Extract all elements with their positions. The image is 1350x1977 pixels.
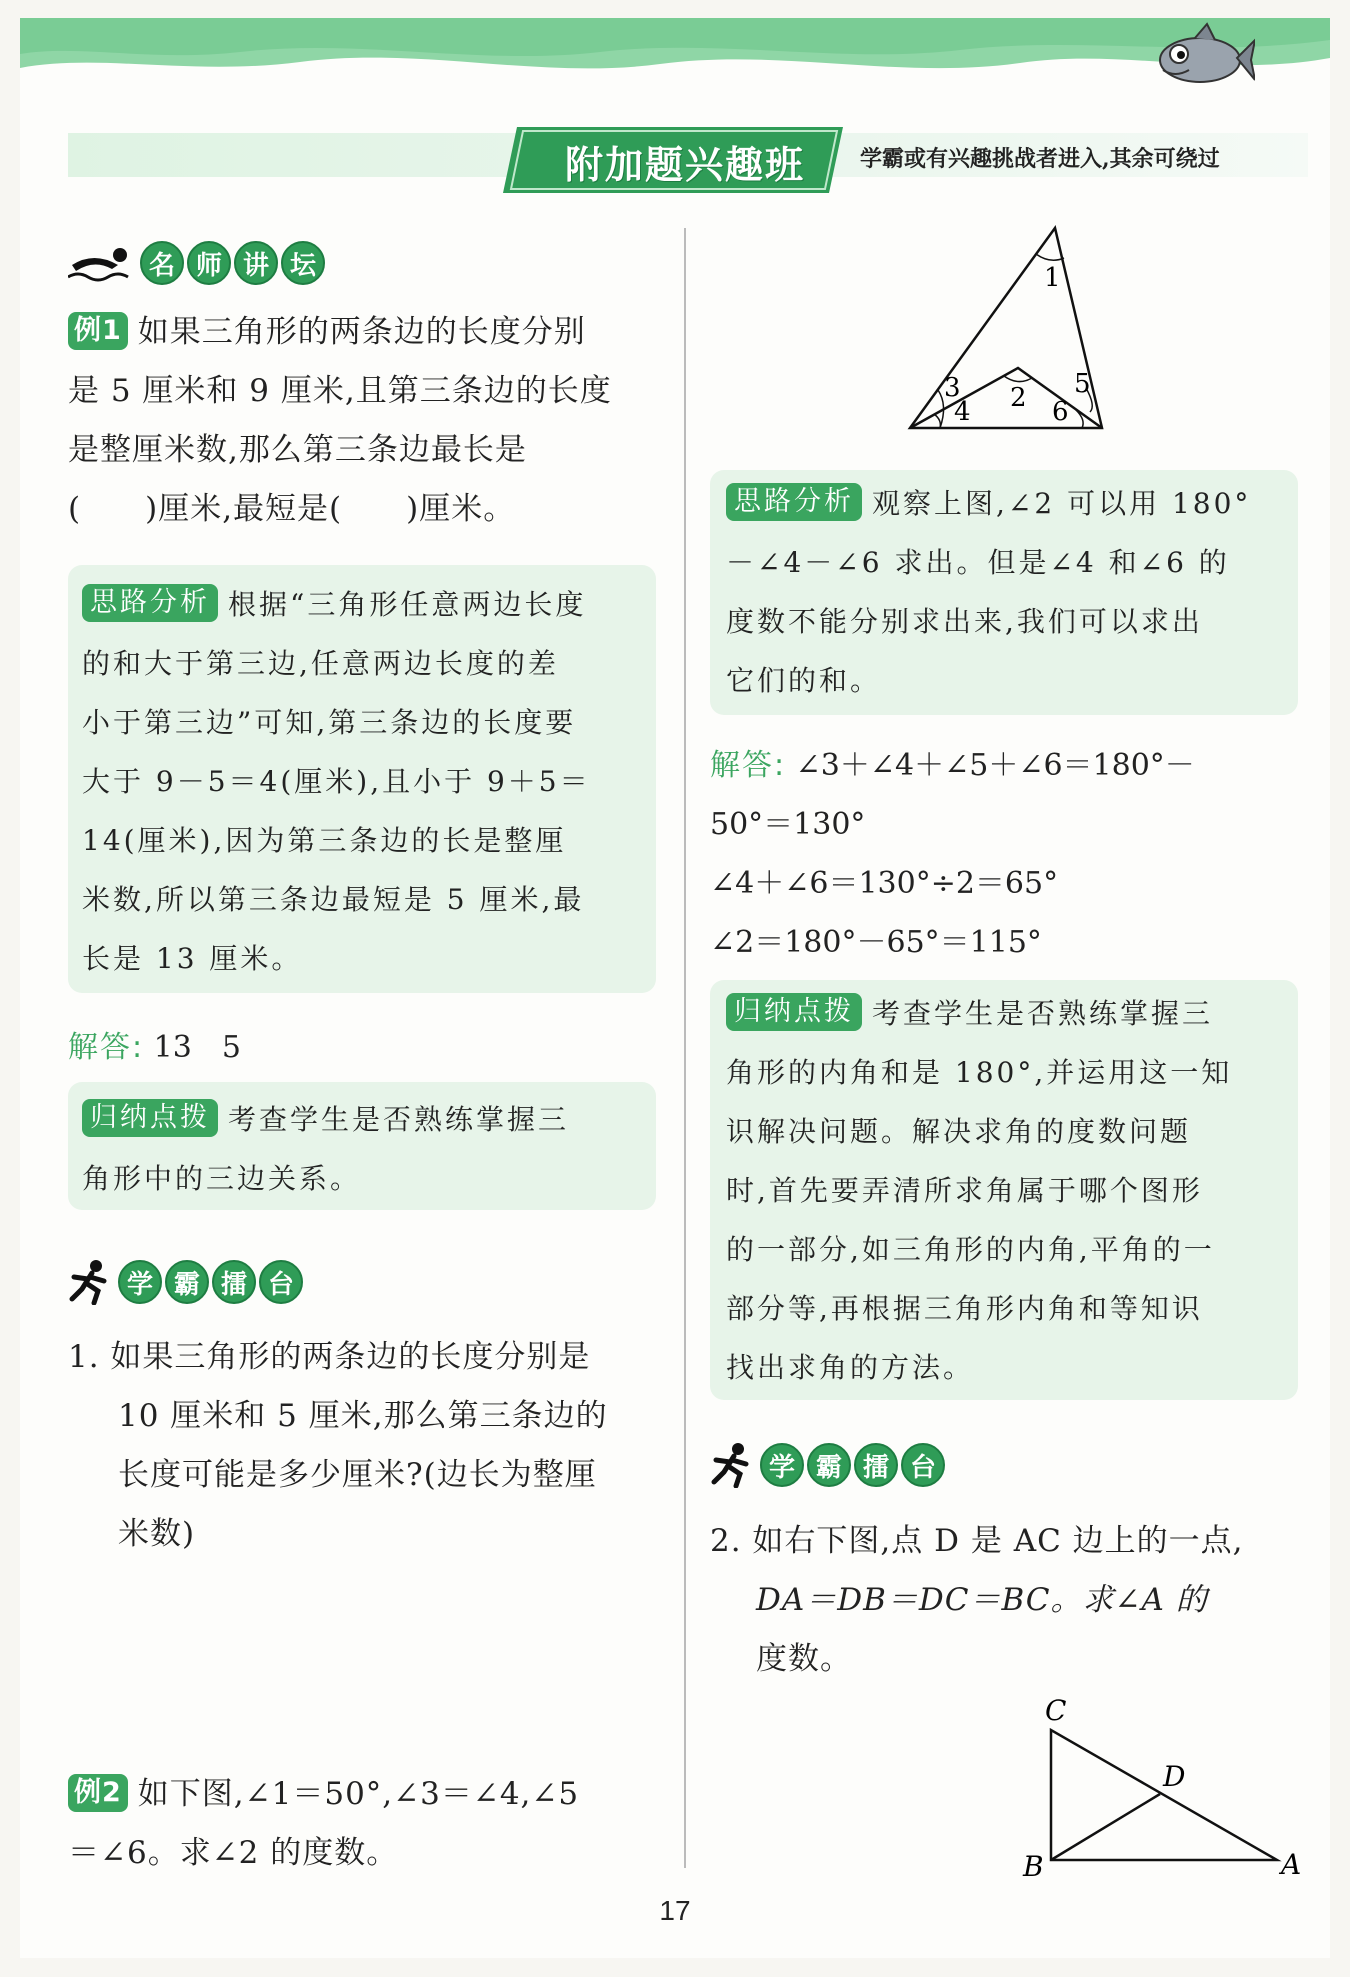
- answer-value: 13 5: [153, 1030, 241, 1065]
- summary-tag: 归纳点拨: [82, 1099, 218, 1137]
- angle-label: 4: [954, 397, 971, 427]
- angle-label: 6: [1052, 397, 1069, 427]
- problem-2: [710, 1512, 1310, 1689]
- example-tag: 例2: [68, 1774, 128, 1812]
- text-line: ∠2＝180°－65°＝115°: [710, 925, 1042, 960]
- angle-label: 3: [944, 373, 961, 403]
- example-tag: 例1: [68, 312, 128, 350]
- column-divider: [684, 228, 686, 1868]
- text-line: ( )厘米,最短是( )厘米。: [68, 491, 516, 527]
- point-label: C: [1045, 1694, 1067, 1727]
- text-line: 50°＝130°: [710, 807, 866, 842]
- point-label: B: [1023, 1850, 1044, 1880]
- section-char: 讲: [234, 241, 278, 285]
- summary-1: [82, 1090, 652, 1208]
- section-char: 师: [187, 241, 231, 285]
- triangle-figure-2: [1015, 1690, 1310, 1880]
- section-char: 霸: [165, 1260, 209, 1304]
- angle-label: 5: [1074, 369, 1091, 399]
- page-number: 17: [659, 1895, 691, 1926]
- answer-label: 解答:: [710, 748, 787, 783]
- analysis-2: [726, 474, 1296, 710]
- text-line: 大于 9－5＝4(厘米),且小于 9＋5＝: [82, 765, 591, 798]
- text-line: 1. 如果三角形的两条边的长度分别是: [68, 1339, 591, 1375]
- banner-subtitle: 学霸或有兴趣挑战者进入,其余可绕过: [860, 146, 1220, 172]
- runner-icon: [710, 1442, 754, 1488]
- section-header-challenge-2: [710, 1440, 945, 1490]
- fish-icon: [1145, 18, 1255, 98]
- analysis-1: [82, 575, 652, 988]
- point-label: D: [1163, 1760, 1186, 1793]
- answer-1: [68, 1018, 241, 1077]
- example-1: [68, 303, 668, 539]
- text-line: 米数): [118, 1516, 196, 1552]
- triangle-figure-1: [900, 220, 1120, 430]
- text-line: 长是 13 厘米。: [82, 942, 303, 975]
- text-line: 10 厘米和 5 厘米,那么第三条边的: [118, 1398, 608, 1434]
- top-wave-decoration: [20, 18, 1330, 93]
- text-line: 如下图,∠1＝50°,∠3＝∠4,∠5: [137, 1776, 580, 1812]
- text-line: 时,首先要弄清所求角属于哪个图形: [726, 1174, 1203, 1207]
- text-line: 考查学生是否熟练掌握三: [228, 1103, 570, 1136]
- text-line: 如果三角形的两条边的长度分别: [137, 314, 586, 350]
- text-line: 是 5 厘米和 9 厘米,且第三条边的长度: [68, 373, 612, 409]
- angle-label: 1: [1044, 263, 1061, 293]
- answer-2: [710, 736, 1310, 972]
- banner-title: 附加题兴趣班: [564, 143, 805, 187]
- text-line: 找出求角的方法。: [726, 1351, 975, 1384]
- summary-tag: 归纳点拨: [726, 993, 862, 1031]
- text-line: 根据“三角形任意两边长度: [228, 588, 587, 621]
- text-line: 角形中的三边关系。: [82, 1162, 362, 1195]
- analysis-tag: 思路分析: [82, 584, 218, 622]
- text-line: 观察上图,∠2 可以用 180°: [872, 487, 1252, 520]
- section-char: 学: [118, 1260, 162, 1304]
- runner-icon: [68, 1259, 112, 1305]
- section-char: 霸: [807, 1443, 851, 1487]
- text-line: DA＝DB＝DC＝BC。求∠A 的: [756, 1582, 1208, 1618]
- section-char: 擂: [854, 1443, 898, 1487]
- text-line: 2. 如右下图,点 D 是 AC 边上的一点,: [710, 1523, 1244, 1559]
- text-line: ∠3＋∠4＋∠5＋∠6＝180°－: [795, 748, 1195, 783]
- section-char: 台: [901, 1443, 945, 1487]
- swimmer-icon: [68, 243, 134, 283]
- text-line: 识解决问题。解决求角的度数问题: [726, 1115, 1192, 1148]
- point-label: A: [1281, 1848, 1302, 1880]
- text-line: 米数,所以第三条边最短是 5 厘米,最: [82, 883, 585, 916]
- text-line: 度数。: [756, 1641, 852, 1677]
- text-line: 部分等,再根据三角形内角和等知识: [726, 1292, 1203, 1325]
- text-line: 14(厘米),因为第三条边的长是整厘: [82, 824, 567, 857]
- analysis-tag: 思路分析: [726, 483, 862, 521]
- text-line: －∠4－∠6 求出。但是∠4 和∠6 的: [726, 546, 1230, 579]
- text-line: 是整厘米数,那么第三条边最长是: [68, 432, 527, 468]
- section-char: 学: [760, 1443, 804, 1487]
- text-line: 的和大于第三边,任意两边长度的差: [82, 647, 559, 680]
- text-line: 小于第三边”可知,第三条边的长度要: [82, 706, 577, 739]
- section-header-challenge: [68, 1257, 303, 1307]
- text-line: 角形的内角和是 180°,并运用这一知: [726, 1056, 1233, 1089]
- summary-2: [726, 984, 1296, 1397]
- text-line: ∠4＋∠6＝130°÷2＝65°: [710, 866, 1059, 901]
- section-char: 名: [140, 241, 184, 285]
- example-2: [68, 1765, 668, 1883]
- section-char: 台: [259, 1260, 303, 1304]
- text-line: 它们的和。: [726, 664, 882, 697]
- answer-label: 解答:: [68, 1030, 145, 1065]
- section-char: 擂: [212, 1260, 256, 1304]
- problem-1: [68, 1328, 668, 1564]
- section-char: 坛: [281, 241, 325, 285]
- text-line: 考查学生是否熟练掌握三: [872, 997, 1214, 1030]
- text-line: 的一部分,如三角形的内角,平角的一: [726, 1233, 1215, 1266]
- text-line: ＝∠6。求∠2 的度数。: [68, 1835, 399, 1871]
- angle-label: 2: [1010, 383, 1027, 413]
- text-line: 长度可能是多少厘米?(边长为整厘: [118, 1457, 597, 1493]
- text-line: 度数不能分别求出来,我们可以求出: [726, 605, 1203, 638]
- section-header-teacher-forum: [68, 238, 325, 288]
